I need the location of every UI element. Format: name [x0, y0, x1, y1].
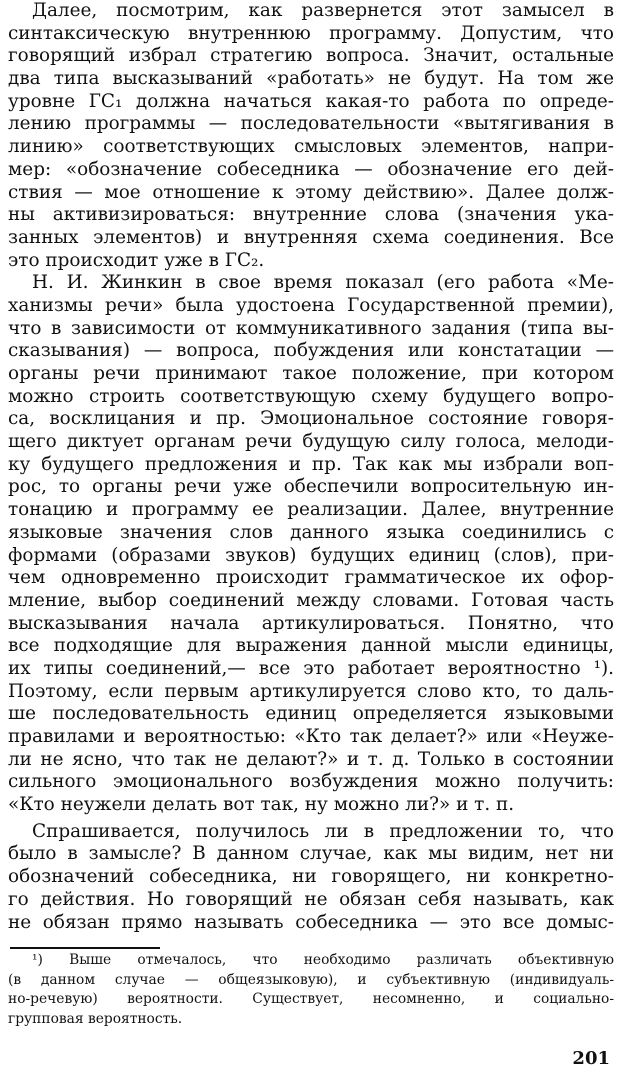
text-line: все подходящие для выражения данной мысли единицы, — [8, 635, 614, 657]
text-line: правилами и вероятностью: «Кто так делает?» или «Неуже- — [8, 726, 614, 747]
text-line: формами (образами звуков) будущих единиц (слов), при- — [8, 544, 614, 566]
text-line: го действия. Но говорящий не обязан себя называть, как — [8, 888, 614, 910]
text-line: их типы соединений,— все это работает вероятностно ¹). — [8, 657, 614, 679]
text-line: два типа высказываний «работать» не будут. На том же — [8, 68, 614, 90]
text-line: ны активизироваться: внутренние слова (значения ука- — [8, 204, 614, 226]
text-line: можно строить соответствующую схему будущего вопро- — [8, 385, 614, 407]
paragraph-2 — [0, 272, 620, 817]
text-line: не обязан прямо называть собеседника — это все домыс- — [8, 911, 614, 933]
text-line: сильного эмоционального возбуждения можно получить: — [8, 771, 614, 793]
text-line: говорящий избрал стратегию вопроса. Значит, остальные — [8, 45, 614, 67]
footnote-line: но-речевую) вероятности. Существует, несомненно, и социально- — [8, 991, 614, 1007]
text-line: рос, то органы речи уже обеспечили вопросительную ин- — [8, 476, 614, 498]
text-line: Далее, посмотрим, как развернется этот замысел в — [32, 0, 614, 21]
text-line: органы речи принимают такое положение, при котором — [8, 363, 614, 384]
text-line: занных элементов) и внутренняя схема соединения. Все — [8, 226, 614, 248]
text-line: щего диктует органам речи будущую силу голоса, мелоди- — [8, 431, 614, 453]
text-line: ку будущего предложения и пр. Так как мы избрали воп- — [8, 453, 614, 475]
text-line: сказывания) — вопроса, побуждения или констатации — — [8, 340, 614, 362]
text-line: синтаксическую внутреннюю программу. Допустим, что — [8, 22, 614, 44]
text-line: Н. И. Жинкин в свое время показал (его работа «Ме- — [32, 272, 614, 294]
footnote-line: (в данном случае — общеязыковую), и субъективную (индивидуаль- — [8, 971, 614, 988]
text-line: это происходит уже в ГС₂. — [8, 249, 265, 271]
footnote-line: ¹) Выше отмечалось, что необходимо различать объективную — [32, 952, 614, 968]
text-line: Спрашивается, получилось ли в предложении то, что — [32, 820, 614, 842]
text-line: обозначений собеседника, ни говорящего, ни конкретно- — [8, 866, 614, 888]
text-line: мер: «обозначение собеседника — обозначение его дей- — [8, 158, 614, 180]
text-line: ли не ясно, что так не делают?» и т. д. Только в состоянии — [8, 748, 614, 770]
text-line: линию» соответствующих смысловых элементов, напри- — [8, 136, 614, 158]
footnote — [0, 951, 620, 1029]
text-line: языковые значения слов данного языка соединились с — [8, 521, 614, 543]
text-line: «Кто неужели делать вот так, ну можно ли?» и т. п. — [8, 794, 515, 816]
text-line: лению программы — последовательности «вытягивания в — [8, 113, 614, 135]
footnote-divider — [10, 947, 160, 949]
paragraph-1 — [0, 0, 620, 272]
footnote-line: групповая вероятность. — [8, 1010, 183, 1027]
text-line: мление, выбор соединений между словами. Готовая часть — [8, 589, 614, 611]
text-line: ствия — мое отношение к этому действию». Далее долж- — [8, 181, 614, 203]
text-line: тонацию и программу ее реализации. Далее, внутренние — [8, 499, 614, 521]
text-line: чем одновременно происходит грамматическое их офор- — [8, 567, 614, 589]
text-line: Поэтому, если первым артикулируется слово кто, то даль- — [8, 680, 614, 702]
text-line: высказывания начала артикулироваться. Понятно, что — [8, 612, 614, 634]
paragraph-3 — [0, 821, 620, 934]
text-line: уровне ГС₁ должна начаться какая-то работа по опреде- — [8, 90, 614, 112]
text-line: ханизмы речи» была удостоена Государственной премии), — [8, 294, 614, 316]
text-line: что в зависимости от коммуникативного задания (типа вы- — [8, 317, 614, 339]
text-line: ше последовательность единиц определяется языковыми — [8, 703, 614, 725]
text-line: са, восклицания и пр. Эмоциональное состояние говоря- — [8, 408, 614, 430]
text-line: было в замысле? В данном случае, как мы видим, нет ни — [8, 843, 614, 865]
page-number: 201 — [572, 1048, 610, 1069]
